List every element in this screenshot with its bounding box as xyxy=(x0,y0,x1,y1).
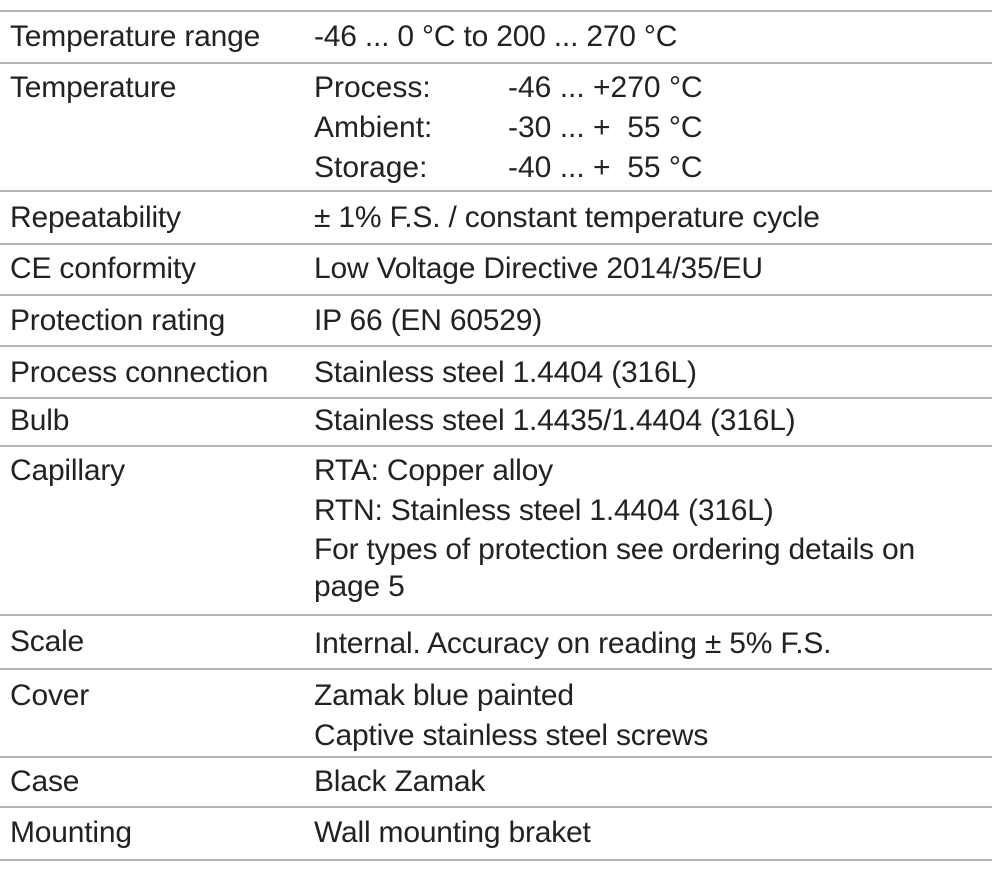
row-value: For types of protection see ordering details on xyxy=(314,533,915,566)
row-divider xyxy=(0,445,992,447)
row-value: Black Zamak xyxy=(314,765,486,798)
temperature-storage-label: Storage: xyxy=(314,151,428,184)
row-divider xyxy=(0,668,992,670)
row-value: Internal. Accuracy on reading ± 5% F.S. xyxy=(314,627,832,660)
row-label: CE conformity xyxy=(10,252,196,285)
row-value: Zamak blue painted xyxy=(314,679,574,712)
row-divider xyxy=(0,190,992,192)
row-divider xyxy=(0,859,992,861)
row-divider xyxy=(0,62,992,64)
row-value: page 5 xyxy=(314,570,405,603)
temperature-process-label: Process: xyxy=(314,71,431,104)
row-label: Bulb xyxy=(10,404,70,437)
row-divider xyxy=(0,294,992,296)
row-value: -46 ... 0 °C to 200 ... 270 °C xyxy=(314,20,678,53)
temperature-ambient-value: -30 ... + 55 °C xyxy=(508,111,703,144)
temperature-ambient-label: Ambient: xyxy=(314,111,433,144)
row-divider xyxy=(0,614,992,616)
row-label: Repeatability xyxy=(10,201,181,234)
row-label: Temperature xyxy=(10,71,177,104)
row-divider xyxy=(0,243,992,245)
row-divider xyxy=(0,10,992,12)
row-label: Temperature range xyxy=(10,20,261,53)
row-value: IP 66 (EN 60529) xyxy=(314,304,543,337)
row-label: Case xyxy=(10,765,80,798)
row-divider xyxy=(0,806,992,808)
row-label: Scale xyxy=(10,625,85,658)
row-value: Stainless steel 1.4404 (316L) xyxy=(314,356,697,389)
row-divider xyxy=(0,756,992,758)
row-value: RTA: Copper alloy xyxy=(314,454,553,487)
row-label: Capillary xyxy=(10,454,125,487)
row-divider xyxy=(0,345,992,347)
row-value: ± 1% F.S. / constant temperature cycle xyxy=(314,201,820,234)
temperature-storage-value: -40 ... + 55 °C xyxy=(508,151,703,184)
row-value: RTN: Stainless steel 1.4404 (316L) xyxy=(314,494,774,527)
row-value: Low Voltage Directive 2014/35/EU xyxy=(314,252,763,285)
row-label: Cover xyxy=(10,679,90,712)
temperature-process-value: -46 ... +270 °C xyxy=(508,71,703,104)
row-label: Process connection xyxy=(10,356,269,389)
row-value: Wall mounting braket xyxy=(314,816,591,849)
row-value: Stainless steel 1.4435/1.4404 (316L) xyxy=(314,404,796,437)
row-value: Captive stainless steel screws xyxy=(314,719,709,752)
row-label: Mounting xyxy=(10,816,132,849)
row-divider xyxy=(0,397,992,399)
row-label: Protection rating xyxy=(10,304,226,337)
